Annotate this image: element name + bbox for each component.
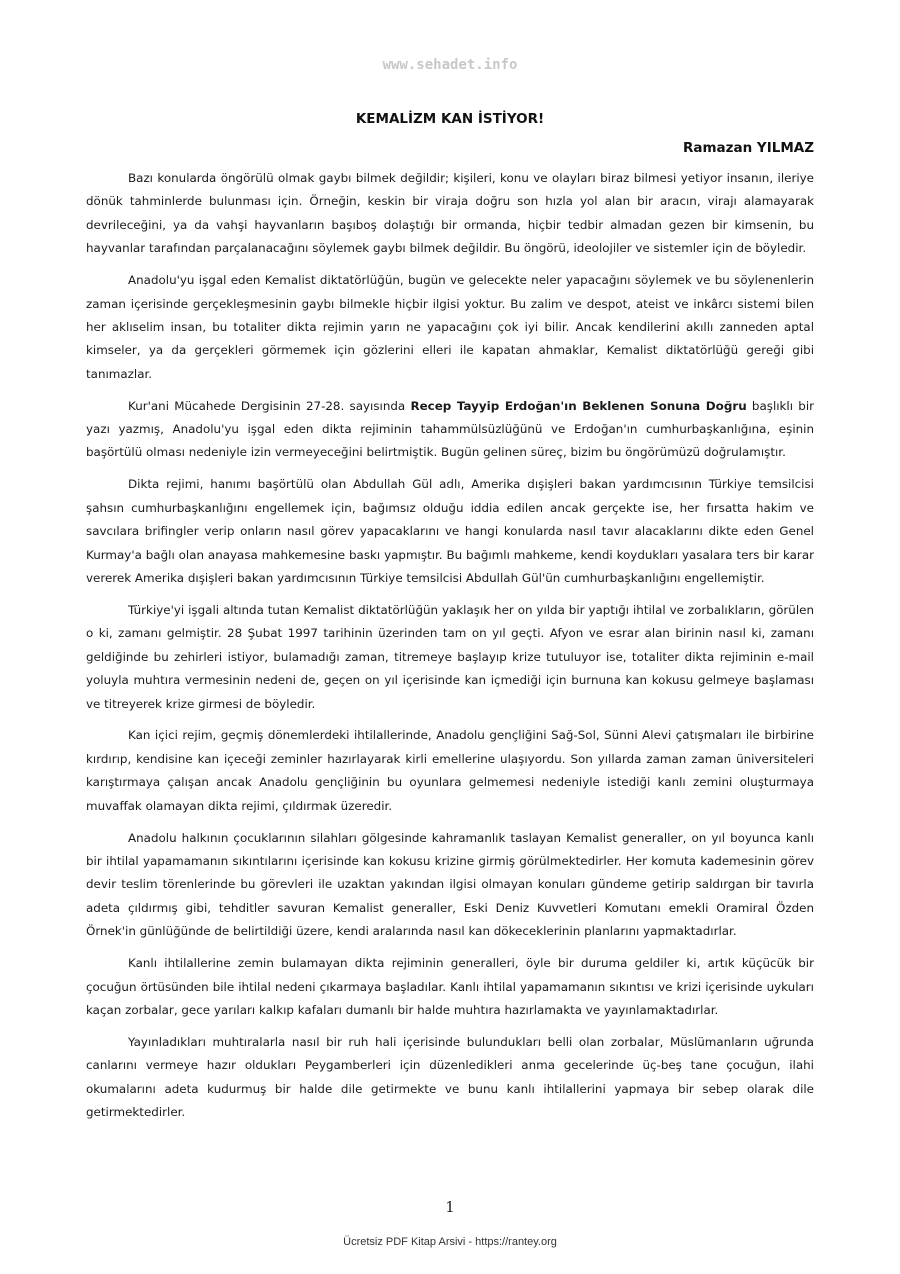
- paragraph: [86, 395, 814, 465]
- paragraph-text: başlıklı bir yazı yazmış, Anadolu'yu işgal eden dikta rejiminin tahammülsüzlüğünü ve Erdoğan'ın cumhurbaşkanlığına, eşinin başörtülü olması nedeniyle izin vermeyeceğini belirtmiştik. Bugün gelinen süreç, bizim bu öngörümüzü doğrulamıştır.: [86, 398, 815, 460]
- article-body: [86, 167, 814, 1133]
- paragraph: Yayınladıkları muhtıralarla nasıl bir ruh hali içerisinde bulundukları belli olan zorbalar, Müslümanların uğrunda canlarını vermeye hazır oldukları Peygamberleri için düzenledikleri anma gecelerinde üç-beş tane çocuğun, ilahi okumalarını adeta kudurmuş bir halde dile getirmekte ve bunu kanlı ihtilallerini yapmaya bir sebep olarak dile getirmektedirler.: [86, 1034, 814, 1120]
- footer-text: Ücretsiz PDF Kitap Arsivi - https://rantey.org: [343, 1236, 557, 1248]
- paragraph: Kanlı ihtilallerine zemin bulamayan dikta rejiminin generalleri, öyle bir duruma geldiler ki, artık küçücük bir çocuğun örtüsünden bile ihtilal nedeni çıkarmaya başladılar. Kanlı ihtilal yapamamanın sıkıntısı ve krizi içerisinde uykuları kaçan zorbalar, gece yarıları kalkıp kafaları dumanlı bir halde muhtıra hazırlamakta ve yayınlamaktadırlar.: [86, 956, 814, 1017]
- paragraph: Anadolu'yu işgal eden Kemalist diktatörlüğün, bugün ve gelecekte neler yapacağını söylemek ve bu söylenenlerin zaman içerisinde gerçekleşmesinin gaybı bilmekle hiçbir ilgisi yoktur. Bu zalim ve despot, ateist ve inkârcı sistemi bilen her aklıselim insan, bu totaliter dikta rejimin yarın ne yapacağını çok iyi bilir. Ancak kendilerini akıllı zanneden aptal kimseler, ya da gerçekleri görmemek için gözlerini elleri ile kapatan ahmaklar, Kemalist diktatörlüğü gereği gibi tanımazlar.: [86, 273, 814, 381]
- page-title: KEMALİZM KAN İSTİYOR!: [355, 111, 545, 127]
- paragraph: Anadolu halkının çocuklarının silahları gölgesinde kahramanlık taslayan Kemalist generaller, on yıl boyunca kanlı bir ihtilal yapamamanın sıkıntılarını içerisinde kan kokusu krizine girmiş görülmektedirler. Her komuta kademesinin görev devir teslim törenlerinde bu görevleri ile uzaktan yakından ilgisi olmayan konuları gündeme getirip saldırgan bir tavırla adeta çıldırmış gibi, tehditler savuran Kemalist generaller, Eski Deniz Kuvvetleri Komutanı emekli Oramiral Özden Örnek'in günlüğünde de belirtildiği üzere, kendi aralarında nasıl kan dökeceklerinin planlarını yapmaktadırlar.: [86, 830, 814, 939]
- author-name: Ramazan YILMAZ: [682, 140, 814, 156]
- paragraph: Bazı konularda öngörülü olmak gaybı bilmek değildir; kişileri, konu ve olayları biraz bilmesi yetiyor insanın, ileriye dönük tahminlerde bulunması için. Örneğin, keskin bir viraja doğru son hızla yol alan bir aracın, virajı alamayarak devrileceğini, ya da vahşi hayvanların başıboş dolaştığı bir ormanda, hiçbir tedbir almadan gezen bir kimsenin, bu hayvanlar tarafından parçalanacağını söylemek gaybı bilmek değildir. Bu öngörü, ideolojiler ve sistemler için de böyledir.: [86, 171, 814, 256]
- paragraph: Kan içici rejim, geçmiş dönemlerdeki ihtilallerinde, Anadolu gençliğini Sağ-Sol, Sünni Alevi çatışmaları ile birbirine kırdırıp, kendisine kan içeceği zeminler hazırlayarak kirli emellerine ulaşıyordu. Son yıllarda zaman zaman üniversiteleri karıştırmaya çalışan ancak Anadolu gençliğinin bu oyunlara gelmemesi nedeniyle istediği kanlı zemini oluşturmaya muvaffak olamayan dikta rejimi, çıldırmak üzeredir.: [86, 728, 814, 813]
- paragraph-text: Kur'ani Mücahede Dergisinin 27-28. sayısında: [128, 398, 411, 413]
- page-number: 1: [445, 1198, 455, 1216]
- article-reference-bold: Recep Tayyip Erdoğan'ın Beklenen Sonuna Doğru: [410, 398, 747, 413]
- paragraph: Dikta rejimi, hanımı başörtülü olan Abdullah Gül adlı, Amerika dışişleri bakan yardımcısının Türkiye temsilcisi şahsın cumhurbaşkanlığını engellemek için, bağımsız olduğu iddia edilen ancak gerçekte ise, her fırsatta hakim ve savcılara brifingler verip onların nasıl görev yapacaklarını ve hangi konularda nasıl tavır alacaklarını dikte eden Genel Kurmay'a bağlı olan anayasa mahkemesine baskı yapmıştır. Bu bağımlı mahkeme, kendi koydukları yasalara ters bir karar vererek Amerika dışişleri bakan yardımcısının Türkiye temsilcisi Abdullah Gül'ün cumhurbaşkanlığını engellemiştir.: [86, 477, 814, 585]
- paragraph: Türkiye'yi işgali altında tutan Kemalist diktatörlüğün yaklaşık her on yılda bir yaptığı ihtilal ve zorbalıkların, görülen o ki, zamanı gelmiştir. 28 Şubat 1997 tarihinin üzerinden tam on yıl geçti. Afyon ve esrar alan birinin nasıl ki, zamanı geldiğinde bu zehirleri istiyor, bulamadığı zaman, titremeye başlayıp krize tutuluyor ise, totaliter dikta rejiminin e-mail yoluyla muhtıra vermesinin nedeni de, geçen on yıl içerisinde kan içmediği için burnuna kan kokusu gelmeye başlaması ve titreyerek krize girmesi de böyledir.: [86, 602, 814, 711]
- watermark: www.sehadet.info: [382, 57, 518, 73]
